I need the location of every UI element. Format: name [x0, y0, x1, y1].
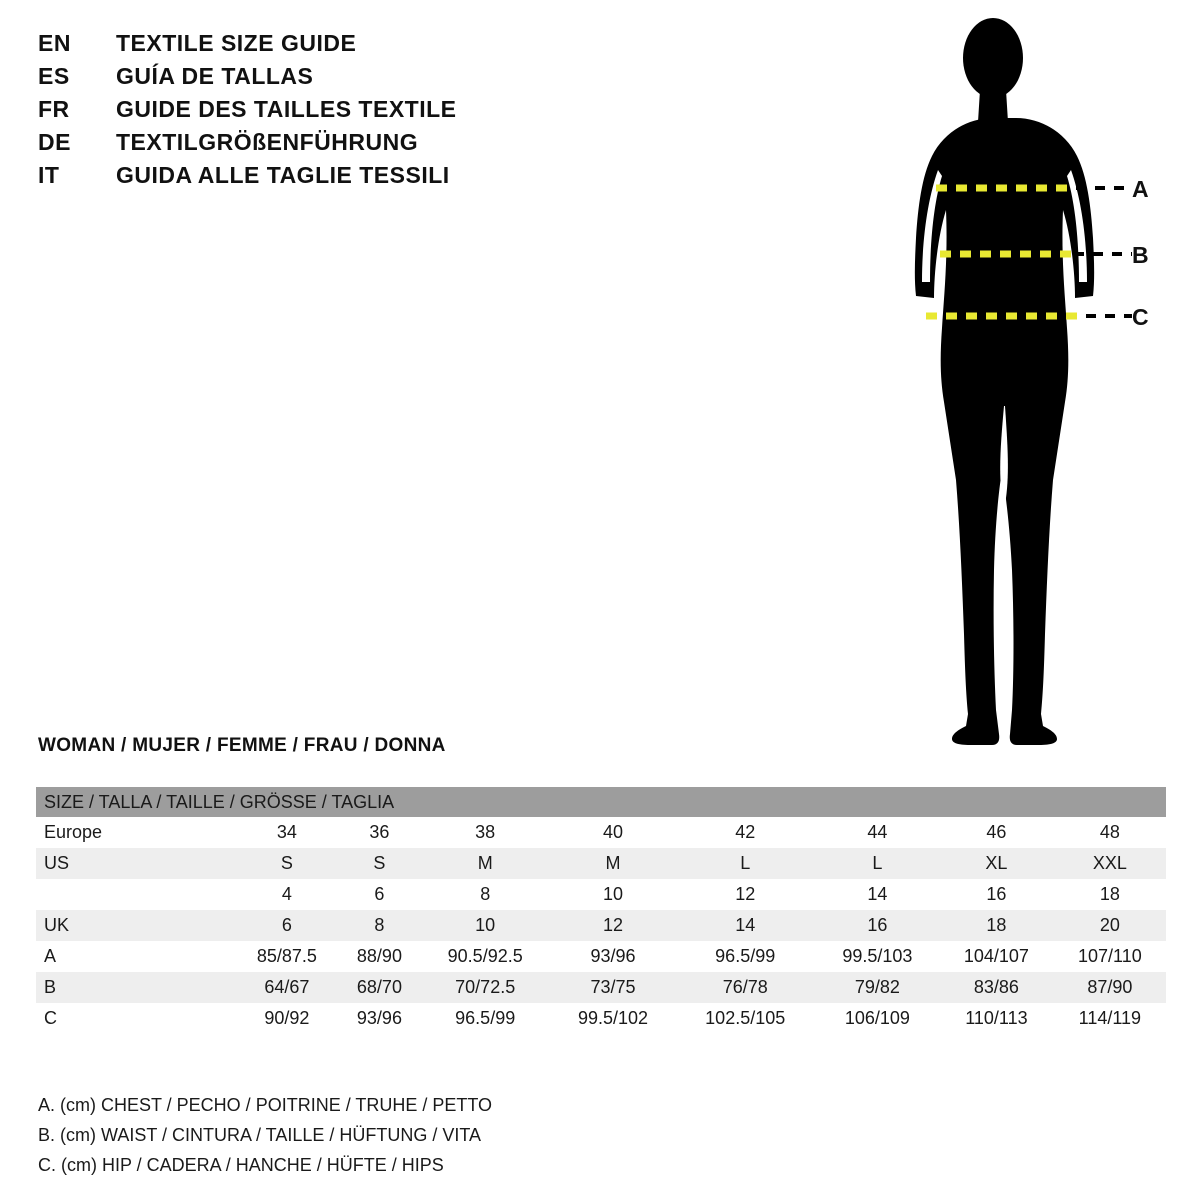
cell: 18: [939, 910, 1054, 941]
cell: 46: [939, 817, 1054, 848]
table-row: [36, 1003, 1166, 1034]
cell: 96.5/99: [675, 941, 816, 972]
cell: 90/92: [234, 1003, 340, 1034]
title-lang-es: ES: [38, 63, 70, 89]
title-row: [38, 162, 558, 195]
body-measurement-figure: [860, 10, 1190, 750]
title-row: [38, 63, 558, 96]
cell: 20: [1054, 910, 1166, 941]
section-heading: WOMAN / MUJER / FEMME / FRAU / DONNA: [38, 735, 446, 756]
cell: 34: [234, 817, 340, 848]
title-row: [38, 30, 558, 63]
row-label-europe: Europe: [36, 817, 234, 848]
row-label-us-numeric: [36, 879, 234, 910]
cell: 104/107: [939, 941, 1054, 972]
title-lang-it: IT: [38, 162, 60, 188]
title-text-en: TEXTILE SIZE GUIDE: [116, 30, 357, 56]
cell: 93/96: [551, 941, 674, 972]
cell: 85/87.5: [234, 941, 340, 972]
cell: 38: [419, 817, 551, 848]
title-row: [38, 96, 558, 129]
cell: 114/119: [1054, 1003, 1166, 1034]
cell: 76/78: [675, 972, 816, 1003]
marker-label-b: B: [1132, 242, 1149, 268]
row-label-b: B: [36, 972, 234, 1003]
cell: 14: [675, 910, 816, 941]
marker-label-a: A: [1132, 176, 1149, 202]
cell: S: [234, 848, 340, 879]
cell: 48: [1054, 817, 1166, 848]
cell: 10: [419, 910, 551, 941]
cell: 14: [816, 879, 939, 910]
cell: 106/109: [816, 1003, 939, 1034]
row-label-us: US: [36, 848, 234, 879]
footnote-c: C. (cm) HIP / CADERA / HANCHE / HÜFTE / HIPS: [38, 1155, 444, 1175]
row-label-uk: UK: [36, 910, 234, 941]
cell: 99.5/103: [816, 941, 939, 972]
table-header-label: SIZE / TALLA / TAILLE / GRÖSSE / TAGLIA: [36, 787, 1166, 817]
cell: S: [340, 848, 419, 879]
cell: 83/86: [939, 972, 1054, 1003]
cell: 99.5/102: [551, 1003, 674, 1034]
cell: 12: [675, 879, 816, 910]
cell: 16: [939, 879, 1054, 910]
table-row: [36, 941, 1166, 972]
cell: 44: [816, 817, 939, 848]
title-text-it: GUIDA ALLE TAGLIE TESSILI: [116, 162, 450, 188]
title-text-fr: GUIDE DES TAILLES TEXTILE: [116, 96, 457, 122]
footnote-a: A. (cm) CHEST / PECHO / POITRINE / TRUHE / PETTO: [38, 1095, 493, 1115]
table-row: [36, 972, 1166, 1003]
cell: XXL: [1054, 848, 1166, 879]
cell: 16: [816, 910, 939, 941]
size-chart-table: [36, 787, 1166, 1034]
cell: L: [675, 848, 816, 879]
cell: 8: [340, 910, 419, 941]
title-lang-en: EN: [38, 30, 71, 56]
cell: 87/90: [1054, 972, 1166, 1003]
cell: 12: [551, 910, 674, 941]
cell: 4: [234, 879, 340, 910]
cell: 6: [234, 910, 340, 941]
cell: 79/82: [816, 972, 939, 1003]
table-row: [36, 879, 1166, 910]
cell: M: [419, 848, 551, 879]
title-row: [38, 129, 558, 162]
cell: 42: [675, 817, 816, 848]
cell: 102.5/105: [675, 1003, 816, 1034]
cell: 96.5/99: [419, 1003, 551, 1034]
cell: 64/67: [234, 972, 340, 1003]
title-text-de: TEXTILGRÖßENFÜHRUNG: [116, 129, 419, 155]
cell: 110/113: [939, 1003, 1054, 1034]
cell: 70/72.5: [419, 972, 551, 1003]
cell: 73/75: [551, 972, 674, 1003]
cell: 40: [551, 817, 674, 848]
title-text-es: GUÍA DE TALLAS: [116, 63, 314, 89]
table-header-row: [36, 787, 1166, 817]
cell: 10: [551, 879, 674, 910]
footnotes: [38, 1090, 738, 1180]
cell: 18: [1054, 879, 1166, 910]
table-row: [36, 848, 1166, 879]
cell: M: [551, 848, 674, 879]
cell: 36: [340, 817, 419, 848]
title-lang-de: DE: [38, 129, 71, 155]
marker-label-c: C: [1132, 304, 1149, 330]
row-label-c: C: [36, 1003, 234, 1034]
cell: 88/90: [340, 941, 419, 972]
title-block: [38, 30, 558, 195]
row-label-a: A: [36, 941, 234, 972]
female-silhouette-icon: [860, 10, 1190, 750]
cell: 6: [340, 879, 419, 910]
cell: 107/110: [1054, 941, 1166, 972]
footnote-b: B. (cm) WAIST / CINTURA / TAILLE / HÜFTUNG / VITA: [38, 1125, 482, 1145]
cell: L: [816, 848, 939, 879]
cell: 8: [419, 879, 551, 910]
title-lang-fr: FR: [38, 96, 70, 122]
table-row: [36, 817, 1166, 848]
cell: XL: [939, 848, 1054, 879]
table-row: [36, 910, 1166, 941]
cell: 93/96: [340, 1003, 419, 1034]
cell: 68/70: [340, 972, 419, 1003]
cell: 90.5/92.5: [419, 941, 551, 972]
